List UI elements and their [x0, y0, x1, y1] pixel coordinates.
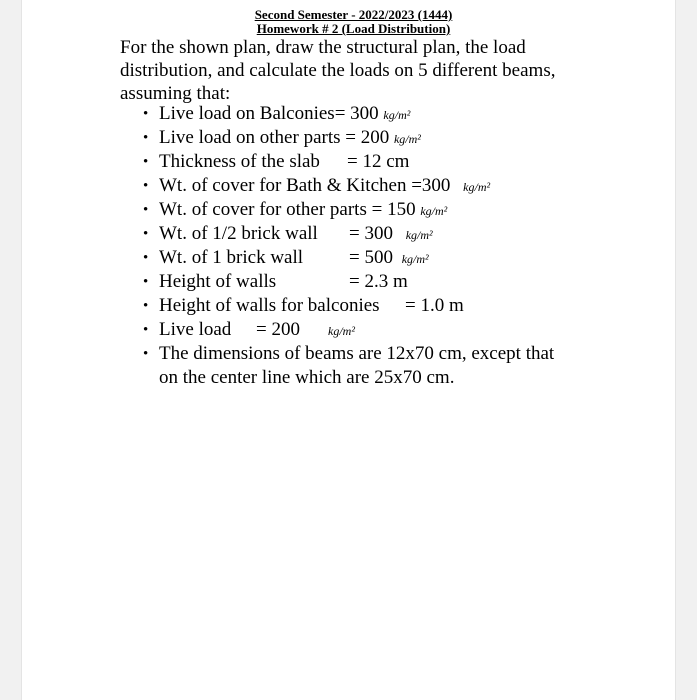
item-value: = 1.0 m: [405, 295, 464, 316]
list-item: [143, 198, 448, 223]
item-value: = 200: [256, 319, 300, 340]
list-item: [143, 150, 410, 174]
list-item: [143, 342, 589, 390]
item-unit: kg/m²: [401, 252, 429, 266]
item-label: Height of walls for balconies: [159, 295, 380, 316]
bullet-icon: •: [143, 346, 149, 362]
bullet-icon: •: [143, 322, 149, 338]
list-item: [143, 174, 491, 199]
list-item: [143, 270, 408, 294]
item-label: The dimensions of beams are 12x70 cm, except that: [159, 343, 555, 364]
document-page: [22, 0, 675, 700]
list-item: [143, 126, 421, 151]
item-value: = 12 cm: [347, 151, 410, 172]
semester-heading: Second Semester - 2022/2023 (1444): [254, 7, 453, 22]
item-label: Height of walls: [159, 271, 277, 292]
bullet-icon: •: [143, 226, 149, 242]
item-label: Live load: [159, 319, 232, 340]
list-item: [143, 318, 355, 343]
item-unit: kg/m²: [383, 108, 411, 122]
bullet-icon: •: [143, 130, 149, 146]
item-label: Live load on Balconies= 300: [159, 103, 379, 124]
item-label: Wt. of cover for Bath & Kitchen =300: [159, 175, 451, 196]
homework-title: Homework # 2 (Load Distribution): [256, 21, 451, 36]
intro-line-1: For the shown plan, draw the structural plan, the load: [120, 37, 526, 58]
bullet-icon: •: [143, 202, 149, 218]
bullet-icon: •: [143, 250, 149, 266]
item-unit: kg/m²: [405, 228, 433, 242]
bullet-icon: •: [143, 106, 149, 122]
item-label: Wt. of cover for other parts = 150: [159, 199, 416, 220]
item-unit: kg/m²: [420, 204, 448, 218]
item-unit: kg/m²: [328, 324, 355, 338]
item-value: = 2.3 m: [349, 271, 408, 292]
bullet-icon: •: [143, 178, 149, 194]
list-item: [143, 102, 411, 127]
intro-line-3: assuming that:: [120, 83, 231, 104]
bullet-icon: •: [143, 274, 149, 290]
list-item: [143, 294, 464, 318]
item-value: = 300: [349, 223, 393, 244]
list-item: [143, 246, 429, 271]
item-value: = 500: [349, 247, 393, 268]
item-label: Live load on other parts = 200: [159, 127, 390, 148]
intro-line-2: distribution, and calculate the loads on 5 different beams,: [120, 60, 556, 81]
item-label: Wt. of 1/2 brick wall: [159, 223, 318, 244]
bullet-icon: •: [143, 154, 149, 170]
bullet-icon: •: [143, 298, 149, 314]
list-item: [143, 222, 433, 247]
item-unit: kg/m²: [463, 180, 491, 194]
item-label: Thickness of the slab: [159, 151, 320, 172]
item-label-continued: on the center line which are 25x70 cm.: [159, 367, 455, 388]
intro-paragraph: [120, 36, 608, 105]
item-label: Wt. of 1 brick wall: [159, 247, 304, 268]
item-unit: kg/m²: [393, 132, 421, 146]
